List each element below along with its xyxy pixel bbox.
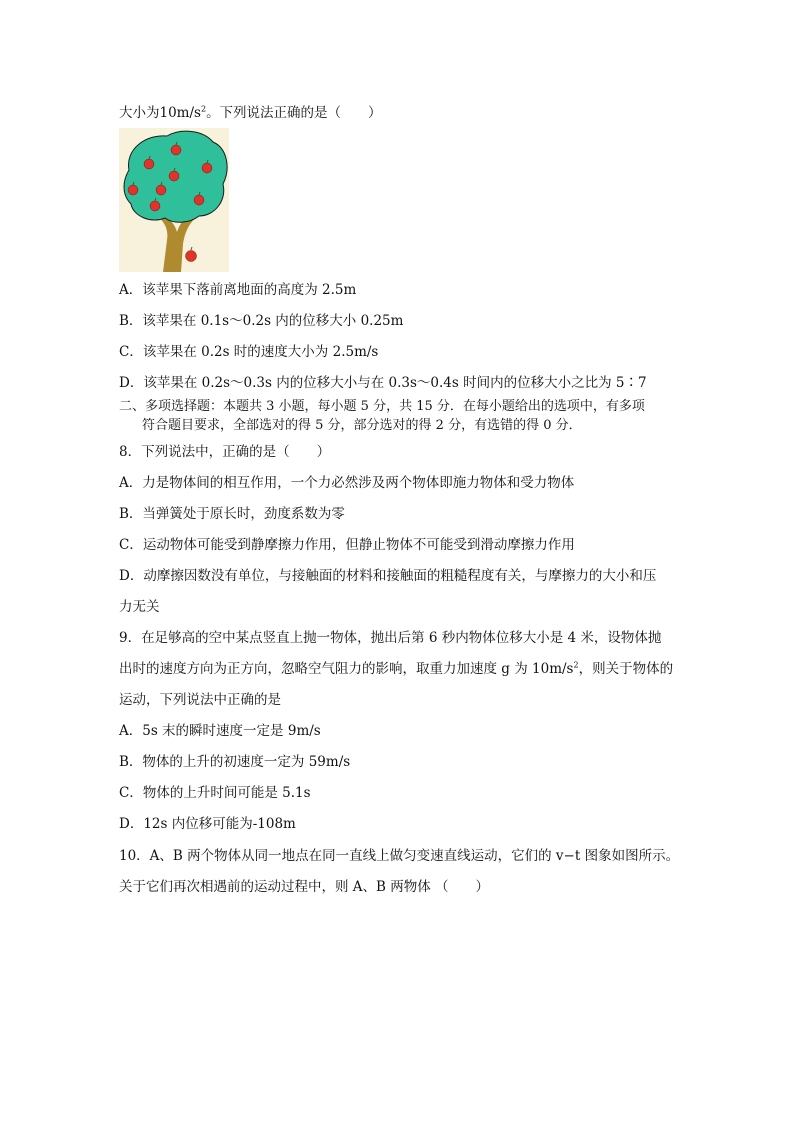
q9-stem-line1: 9．在足够高的空中某点竖直上抛一物体，抛出后第 6 秒内物体位移大小是 4 米，设物体抛 bbox=[119, 630, 662, 646]
q8-option-c: C．运动物体可能受到静摩擦力作用，但静止物体不可能受到滑动摩擦力作用 bbox=[119, 537, 575, 553]
q9-stem-line2 bbox=[119, 660, 673, 678]
q7-option-b: B．该苹果在 0.1s～0.2s 内的位移大小 0.25m bbox=[119, 313, 404, 329]
q8-option-b: B．当弹簧处于原长时，劲度系数为零 bbox=[119, 506, 345, 522]
section2-heading-cont: 符合题目要求，全部选对的得 5 分，部分选对的得 2 分，有选错的得 0 分． bbox=[142, 418, 582, 433]
q7-stem-text-end: 。下列说法正确的是（ ） bbox=[206, 105, 382, 121]
q7-option-d: D．该苹果在 0.2s～0.3s 内的位移大小与在 0.3s～0.4s 时间内的位移大小之比为 5∶7 bbox=[119, 375, 647, 391]
q9-option-c: C．物体的上升时间可能是 5.1s bbox=[119, 785, 311, 801]
q8-stem: 8．下列说法中，正确的是（ ） bbox=[119, 444, 331, 460]
q7-option-a: A．该苹果下落前离地面的高度为 2.5m bbox=[119, 282, 357, 298]
q9-stem-line2-sup: 2 bbox=[573, 660, 579, 670]
q7-option-c: C．该苹果在 0.2s 时的速度大小为 2.5m/s bbox=[119, 344, 379, 360]
q9-option-a: A．5s 末的瞬时速度一定是 9m/s bbox=[119, 723, 321, 739]
q7-stem-tail bbox=[119, 104, 382, 122]
q9-stem-line2-text: 出时的速度方向为正方向，忽略空气阻力的影响，取重力加速度 g 为 10m/s bbox=[119, 661, 574, 677]
q8-option-d: D．动摩擦因数没有单位，与接触面的材料和接触面的粗糙程度有关，与摩擦力的大小和压 bbox=[119, 568, 657, 584]
q8-option-a: A．力是物体间的相互作用，一个力必然涉及两个物体即施力物体和受力物体 bbox=[119, 475, 575, 491]
q9-option-b: B．物体的上升的初速度一定为 59m/s bbox=[119, 754, 351, 770]
section2-heading: 二、多项选择题：本题共 3 小题，每小题 5 分，共 15 分．在每小题给出的选项中，有多项 bbox=[119, 399, 645, 414]
q10-stem-line1: 10．A、B 两个物体从同一地点在同一直线上做匀变速直线运动，它们的 v−t 图象如图所示。 bbox=[119, 848, 680, 864]
q8-option-d-cont: 力无关 bbox=[119, 599, 160, 615]
q7-stem-sup: 2 bbox=[200, 104, 207, 114]
apple-tree-figure bbox=[119, 128, 229, 272]
q7-stem-text: 大小为10m/s bbox=[119, 105, 201, 121]
q9-stem-line2-text-end: ，则关于物体的 bbox=[578, 661, 674, 677]
q9-option-d: D．12s 内位移可能为-108m bbox=[119, 816, 296, 832]
q10-stem-line2: 关于它们再次相遇前的运动过程中，则 A、B 两物体 （ ） bbox=[119, 879, 490, 895]
q9-stem-line3: 运动，下列说法中正确的是 bbox=[119, 692, 281, 708]
